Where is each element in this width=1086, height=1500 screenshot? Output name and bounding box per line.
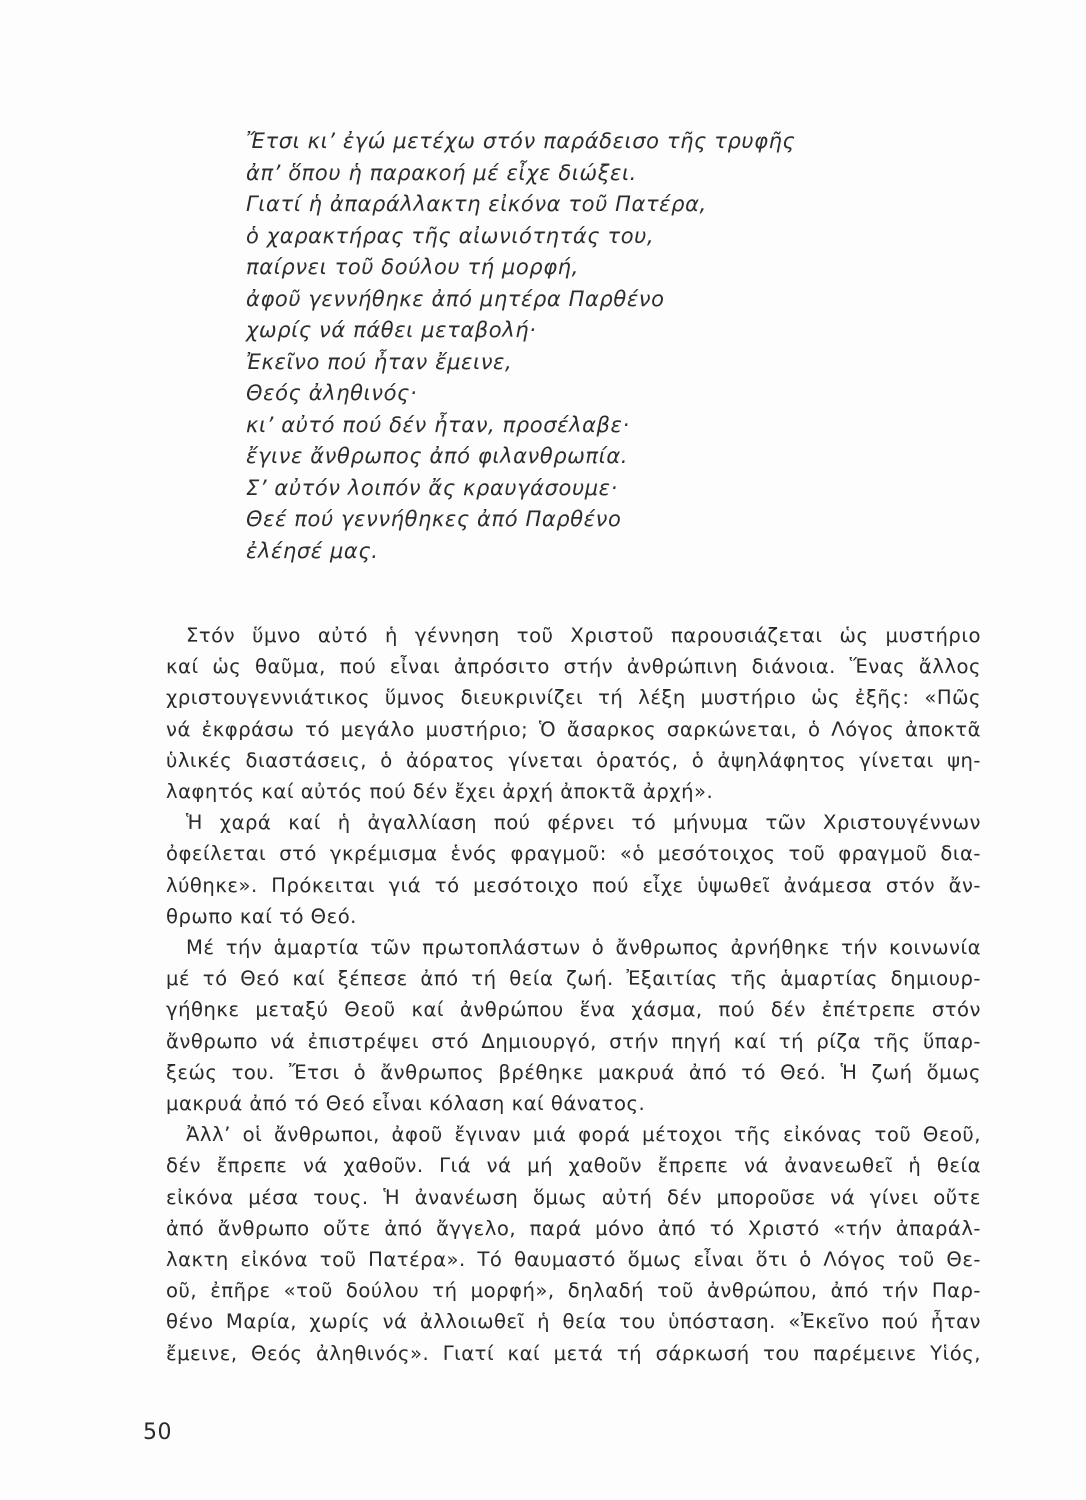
hymn-line: ἀφοῦ γεννήθηκε ἀπό μητέρα Παρθένο xyxy=(246,286,665,311)
text-line: ξεώς του. Ἔτσι ὁ ἄνθρωπος βρέθηκε μακρυά ἀπό τό Θεό. Ἡ ζωή ὅμως xyxy=(166,1060,981,1084)
hymn-line: κι’ αὐτό πού δέν ἦταν, προσέλαβε· xyxy=(246,412,630,437)
text-line: λύθηκε». Πρόκειται γιά τό μεσότοιχο πού εἶχε ὑψωθεῖ ἀνάμεσα στόν ἄν- xyxy=(166,873,981,897)
hymn-line: ἀπ’ ὅπου ἡ παρακοή μέ εἶχε διώξει. xyxy=(246,160,637,185)
text-line: Στόν ὕμνο αὐτό ἡ γέννηση τοῦ Χριστοῦ παρουσιάζεται ὡς μυστήριο xyxy=(186,624,981,647)
text-line: ἀπό ἄνθρωπο οὔτε ἀπό ἄγγελο, παρά μόνο ἀπό τό Χριστό «τήν ἀπαράλ- xyxy=(166,1216,981,1240)
text-line: Ἀλλ’ οἱ ἄνθρωποι, ἀφοῦ ἔγιναν μιά φορά μέτοχοι τῆς εἰκόνας τοῦ Θεοῦ, xyxy=(186,1123,981,1147)
text-line: ὑλικές διαστάσεις, ὁ ἀόρατος γίνεται ὁρατός, ὁ ἀψηλάφητος γίνεται ψη- xyxy=(166,748,981,772)
text-line: ἄνθρωπο νά ἐπιστρέψει στό Δημιουργό, στήν πηγή καί τή ρίζα τῆς ὕπαρ- xyxy=(166,1029,981,1053)
hymn-line: χωρίς νά πάθει μεταβολή· xyxy=(246,318,537,342)
text-line: νά ἐκφράσω τό μεγάλο μυστήριο; Ὁ ἄσαρκος σαρκώνεται, ὁ Λόγος ἀποκτᾶ xyxy=(166,717,981,741)
text-line: λαφητός καί αὐτός πού δέν ἔχει ἀρχή ἀποκτᾶ ἀρχή». xyxy=(166,780,714,804)
text-line: μέ τό Θεό καί ξέπεσε ἀπό τή θεία ζωή. Ἐξαιτίας τῆς ἁμαρτίας δημιουρ- xyxy=(166,967,981,991)
text-line: θρωπο καί τό Θεό. xyxy=(166,904,357,928)
hymn-line: παίρνει τοῦ δούλου τή μορφή, xyxy=(246,255,579,279)
text-line: καί ὡς θαῦμα, πού εἶναι ἀπρόσιτο στήν ἀνθρώπινη διάνοια. Ἕνας ἄλλος xyxy=(166,655,981,679)
text-line: λακτη εἰκόνα τοῦ Πατέρα». Τό θαυμαστό ὅμως εἶναι ὅτι ὁ Λόγος τοῦ Θε- xyxy=(166,1248,981,1272)
hymn-line: Γιατί ἡ ἀπαράλλακτη εἰκόνα τοῦ Πατέρα, xyxy=(246,192,707,216)
hymn-line: Θεός ἀληθινός· xyxy=(246,381,418,405)
text-line: Μέ τήν ἁμαρτία τῶν πρωτοπλάστων ὁ ἄνθρωπος ἀρνήθηκε τήν κοινωνία xyxy=(186,936,981,960)
hymn-line: ἔγινε ἄνθρωπος ἀπό φιλανθρωπία. xyxy=(246,444,629,468)
text-line: χριστουγεννιάτικος ὕμνος διευκρινίζει τή λέξη μυστήριο ὡς ἐξῆς: «Πῶς xyxy=(166,686,981,710)
hymn-line: Θεέ πού γεννήθηκες ἀπό Παρθένο xyxy=(246,507,622,531)
hymn-line: Σ’ αὐτόν λοιπόν ἄς κραυγάσουμε· xyxy=(246,475,618,500)
text-line: θένο Μαρία, χωρίς νά ἀλλοιωθεῖ ἡ θεία του ὑπόσταση. «Ἐκεῖνο πού ἦταν xyxy=(166,1310,981,1334)
hymn-line: Ἔτσι κι’ ἐγώ μετέχω στόν παράδεισο τῆς τρυφῆς xyxy=(246,129,796,153)
text-line: δέν ἔπρεπε νά χαθοῦν. Γιά νά μή χαθοῦν ἔπρεπε νά ἀνανεωθεῖ ἡ θεία xyxy=(166,1154,981,1178)
body-text xyxy=(166,620,981,1369)
hymn-line: ἐλέησέ μας. xyxy=(246,538,379,563)
text-line: οῦ, ἐπῆρε «τοῦ δούλου τή μορφή», δηλαδή τοῦ ἀνθρώπου, ἀπό τήν Παρ- xyxy=(166,1279,981,1303)
text-line: Ἡ χαρά καί ἡ ἀγαλλίαση πού φέρνει τό μήνυμα τῶν Χριστουγέννων xyxy=(186,811,981,835)
hymn-block xyxy=(246,126,866,567)
text-line: γήθηκε μεταξύ Θεοῦ καί ἀνθρώπου ἕνα χάσμα, πού δέν ἐπέτρεπε στόν xyxy=(166,998,981,1022)
text-line: εἰκόνα μέσα τους. Ἡ ἀνανέωση ὅμως αὐτή δέν μποροῦσε νά γίνει οὔτε xyxy=(166,1185,981,1209)
page-number: 50 xyxy=(143,1420,172,1445)
hymn-line: Ἐκεῖνο πού ἦταν ἔμεινε, xyxy=(246,349,513,374)
text-line: ὀφείλεται στό γκρέμισμα ἑνός φραγμοῦ: «ὁ μεσότοιχος τοῦ φραγμοῦ δια- xyxy=(166,842,981,866)
hymn-line: ὁ χαρακτήρας τῆς αἰωνιότητάς του, xyxy=(246,223,655,248)
text-line: μακρυά ἀπό τό Θεό εἶναι κόλαση καί θάνατος. xyxy=(166,1092,646,1116)
text-line: ἔμεινε, Θεός ἀληθινός». Γιατί καί μετά τή σάρκωσή του παρέμεινε Υἱός, xyxy=(166,1341,981,1365)
